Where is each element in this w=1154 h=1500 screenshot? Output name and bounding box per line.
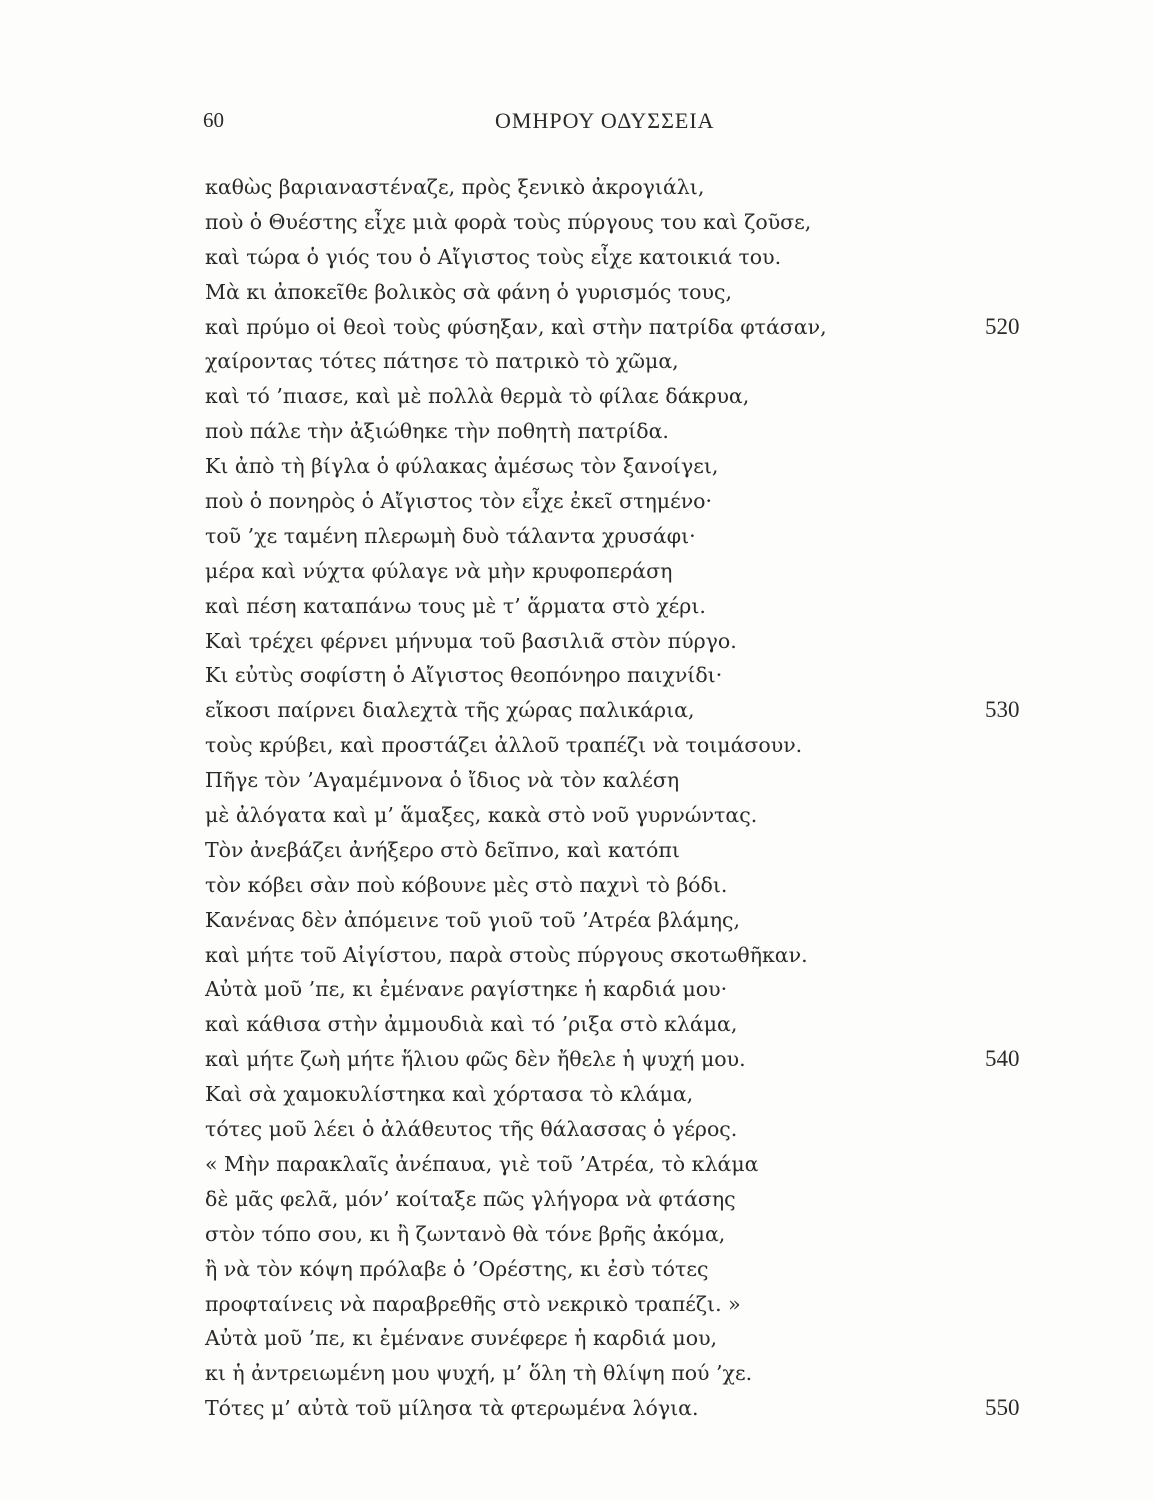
line-number: 540 (985, 1046, 1020, 1072)
verse-text: τοῦ ’χε ταμένη πλερωμὴ δυὸ τάλαντα χρυσάφι· (205, 523, 696, 548)
verse-text: καὶ τό ’πιασε, καὶ μὲ πολλὰ θερμὰ τὸ φίλαε δάκρυα, (205, 384, 750, 409)
verse-text: « Μὴν παρακλαῖς ἀνέπαυα, γιὲ τοῦ ’Ατρέα, τὸ κλάμα (205, 1151, 759, 1176)
verse-text: καθὼς βαριαναστέναζε, πρὸς ξενικὸ ἀκρογιάλι, (205, 175, 705, 199)
verse-text: εἴκοσι παίρνει διαλεχτὰ τῆς χώρας παλικάρια, (205, 698, 695, 723)
page-number: 60 (203, 108, 224, 132)
verse-line (205, 1147, 1085, 1182)
verse-line (205, 1321, 1085, 1356)
verse-line (205, 798, 1085, 833)
verse-text: Μὰ κι ἀποκεῖθε βολικὸς σὰ φάνη ὁ γυρισμός τους, (205, 279, 732, 304)
verse-line (205, 1182, 1085, 1217)
verse-text: Κανένας δὲν ἀπόμεινε τοῦ γιοῦ τοῦ ’Ατρέα βλάμης, (205, 907, 741, 932)
verse-line (205, 554, 1085, 589)
verse-line (205, 938, 1085, 973)
verse-line (205, 1356, 1085, 1391)
verse-text: τοὺς κρύβει, καὶ προστάζει ἀλλοῦ τραπέζι νὰ τοιμάσουν. (205, 733, 803, 758)
verse-line (205, 170, 1085, 205)
verse-line (205, 484, 1085, 519)
verse-text: καὶ μήτε τοῦ Αἰγίστου, παρὰ στοὺς πύργους σκοτωθῆκαν. (205, 942, 808, 967)
verse-text: μὲ ἀλόγατα καὶ μ’ ἅμαξες, κακὰ στὸ νοῦ γυρνώντας. (205, 803, 758, 828)
verse-text: τὸν κόβει σὰν ποὺ κόβουνε μὲς στὸ παχνὶ τὸ βόδι. (205, 872, 728, 897)
verse-text: μέρα καὶ νύχτα φύλαγε νὰ μὴν κρυφοπεράση (205, 558, 673, 583)
verse-line (205, 379, 1085, 414)
verse-text: προφταίνεις νὰ παραβρεθῆς στὸ νεκρικὸ τραπέζι. » (205, 1291, 741, 1316)
verse-line (205, 1217, 1085, 1252)
verse-block (205, 170, 1085, 1426)
verse-line (205, 1391, 1085, 1426)
verse-text: ποὺ ὁ πονηρὸς ὁ Αἴγιστος τὸν εἶχε ἐκεῖ στημένο· (205, 489, 713, 514)
verse-text: Πῆγε τὸν ’Αγαμέμνονα ὁ ἴδιος νὰ τὸν καλέση (205, 768, 680, 793)
verse-text: καὶ τώρα ὁ γιός του ὁ Αἴγιστος τοὺς εἶχε κατοικιά του. (205, 244, 782, 269)
verse-line (205, 903, 1085, 938)
verse-line (205, 1007, 1085, 1042)
verse-line (205, 728, 1085, 763)
verse-text: δὲ μᾶς φελᾶ, μόν’ κοίταξε πῶς γλήγορα νὰ φτάσης (205, 1186, 736, 1211)
verse-line (205, 414, 1085, 449)
verse-line (205, 240, 1085, 275)
verse-line (205, 624, 1085, 659)
verse-line (205, 275, 1085, 310)
verse-text: καὶ πέση καταπάνω τους μὲ τ’ ἅρματα στὸ χέρι. (205, 593, 706, 618)
verse-text: Κι ἀπὸ τὴ βίγλα ὁ φύλακας ἀμέσως τὸν ξανοίγει, (205, 454, 719, 479)
line-number: 530 (985, 697, 1020, 723)
verse-line (205, 1112, 1085, 1147)
running-title: ΟΜΗΡΟΥ ΟΔΥΣΣΕΙΑ (495, 108, 715, 133)
verse-text: καὶ κάθισα στὴν ἀμμουδιὰ καὶ τό ’ριξα στὸ κλάμα, (205, 1012, 738, 1037)
verse-text: Καὶ τρέχει φέρνει μήνυμα τοῦ βασιλιᾶ στὸν πύργο. (205, 628, 737, 653)
verse-text: ποὺ ὁ Θυέστης εἶχε μιὰ φορὰ τοὺς πύργους του καὶ ζοῦσε, (205, 209, 812, 234)
verse-text: στὸν τόπο σου, κι ἢ ζωντανὸ θὰ τόνε βρῆς ἀκόμα, (205, 1221, 726, 1246)
verse-text: ἢ νὰ τὸν κόψη πρόλαβε ὁ ’Ορέστης, κι ἐσὺ τότες (205, 1256, 709, 1281)
verse-text: Κι εὐτὺς σοφίστη ὁ Αἴγιστος θεοπόνηρο παιχνίδι· (205, 663, 723, 688)
verse-line (205, 833, 1085, 868)
verse-line (205, 1042, 1085, 1077)
verse-text: ποὺ πάλε τὴν ἀξιώθηκε τὴν ποθητὴ πατρίδα. (205, 419, 669, 444)
verse-line (205, 1077, 1085, 1112)
verse-text: καὶ πρύμο οἱ θεοὶ τοὺς φύσηξαν, καὶ στὴν πατρίδα φτάσαν, (205, 314, 827, 339)
verse-line (205, 658, 1085, 693)
verse-text: Τὸν ἀνεβάζει ἀνήξερο στὸ δεῖπνο, καὶ κατόπι (205, 837, 680, 862)
verse-text: καὶ μήτε ζωὴ μήτε ἥλιου φῶς δὲν ἤθελε ἡ ψυχή μου. (205, 1047, 746, 1072)
line-number: 550 (985, 1395, 1020, 1421)
verse-text: Τότες μ’ αὐτὰ τοῦ μίλησα τὰ φτερωμένα λόγια. (205, 1396, 699, 1421)
verse-text: χαίροντας τότες πάτησε τὸ πατρικὸ τὸ χῶμα, (205, 349, 679, 374)
verse-text: κι ἡ ἀντρειωμένη μου ψυχή, μ’ ὅλη τὴ θλίψη πού ’χε. (205, 1361, 753, 1386)
verse-text: Αὐτὰ μοῦ ’πε, κι ἐμένανε συνέφερε ἡ καρδιά μου, (205, 1326, 718, 1351)
verse-text: Καὶ σὰ χαμοκυλίστηκα καὶ χόρτασα τὸ κλάμα, (205, 1082, 694, 1107)
verse-line (205, 205, 1085, 240)
verse-line (205, 1252, 1085, 1287)
verse-line (205, 310, 1085, 345)
verse-line (205, 344, 1085, 379)
verse-line (205, 519, 1085, 554)
verse-line (205, 868, 1085, 903)
verse-line (205, 693, 1085, 728)
line-number: 520 (985, 313, 1020, 339)
verse-text: τότες μοῦ λέει ὁ ἀλάθευτος τῆς θάλασσας ὁ γέρος. (205, 1117, 738, 1142)
verse-line (205, 1287, 1085, 1322)
verse-line (205, 763, 1085, 798)
verse-line (205, 972, 1085, 1007)
verse-line (205, 589, 1085, 624)
verse-line (205, 449, 1085, 484)
verse-text: Αὐτὰ μοῦ ’πε, κι ἐμένανε ραγίστηκε ἡ καρδιά μου· (205, 977, 728, 1002)
page-header (0, 108, 1154, 138)
